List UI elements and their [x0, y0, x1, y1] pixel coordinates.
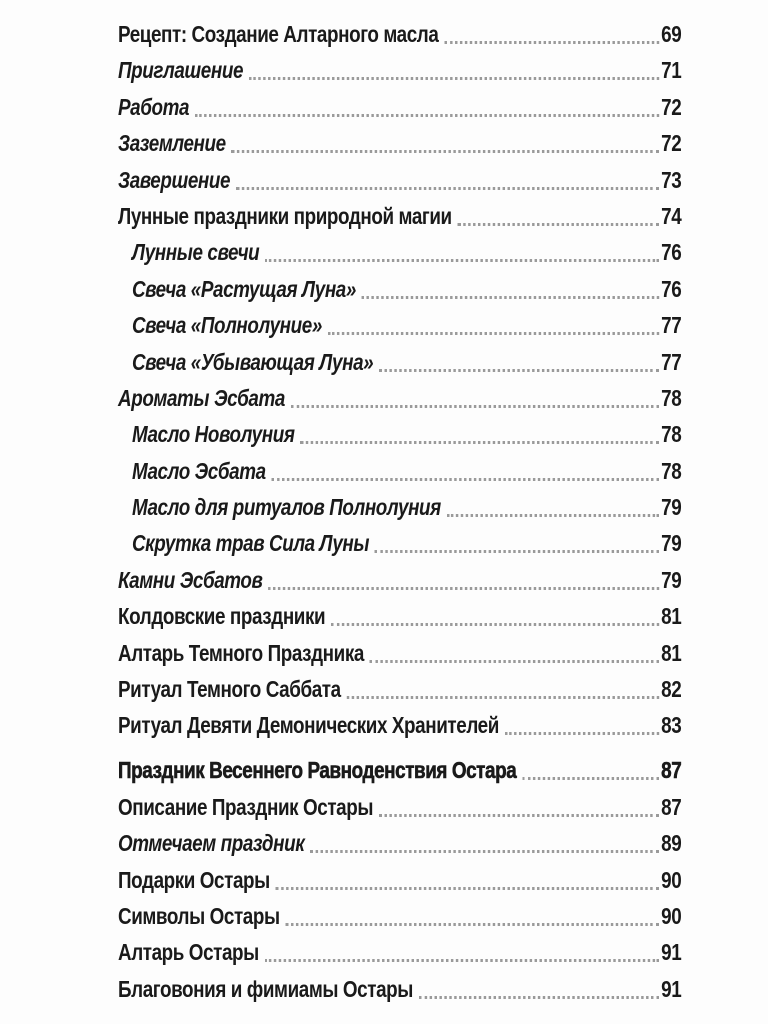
toc-entry — [118, 793, 681, 822]
toc-entry-title: Алтарь Темного Праздника — [118, 639, 364, 666]
toc-entry-page: 69 — [661, 21, 682, 47]
toc-entry-title: Скрутка трав Сила Луны — [131, 530, 370, 557]
toc-entry — [118, 129, 681, 158]
toc-entry-page: 72 — [661, 93, 682, 120]
toc-entry-title: Отмечаем праздник — [118, 830, 305, 857]
toc-entry — [118, 566, 681, 595]
toc-entry — [118, 93, 681, 122]
dot-leader — [379, 369, 660, 372]
toc-entry — [118, 311, 681, 340]
toc-entry — [118, 902, 681, 931]
dot-leader — [231, 150, 659, 153]
dot-leader — [265, 959, 660, 962]
toc-entry — [118, 166, 681, 195]
toc-entry — [118, 348, 681, 377]
toc-entry — [118, 756, 681, 785]
dot-leader — [362, 296, 660, 299]
toc-entry — [118, 420, 681, 449]
toc-entry-page: 79 — [661, 530, 682, 557]
dot-leader — [265, 259, 660, 262]
dot-leader — [310, 850, 659, 853]
toc-entry-page: 87 — [661, 793, 682, 820]
toc-entry-title: Описание Праздник Остары — [118, 793, 374, 820]
dot-leader — [379, 814, 660, 817]
toc-entry-page: 87 — [661, 757, 682, 784]
toc-entry — [118, 238, 681, 267]
dot-leader — [291, 405, 660, 408]
toc-entry — [118, 938, 681, 967]
toc-entry-page: 90 — [661, 902, 682, 929]
toc-entry-title: Масло Новолуния — [131, 421, 295, 448]
toc-entry-title: Приглашение — [118, 57, 244, 84]
toc-entry — [118, 975, 681, 1004]
dot-leader — [457, 223, 659, 226]
toc-entry-title: Масло Эсбата — [131, 457, 266, 484]
dot-leader — [346, 696, 659, 699]
toc-entry — [118, 529, 681, 558]
toc-entry-page: 82 — [661, 676, 682, 703]
toc-entry-page: 76 — [661, 275, 682, 302]
dot-leader — [447, 514, 660, 517]
toc-entry-title: Ритуал Девяти Демонических Хранителей — [118, 712, 499, 739]
toc-entry-title: Масло для ритуалов Полнолуния — [131, 494, 441, 521]
toc-entry-page: 72 — [661, 130, 682, 157]
toc-entry-title: Праздник Весеннего Равноденствия Остара — [118, 757, 517, 784]
toc-entry — [118, 275, 681, 304]
toc-list — [118, 20, 681, 1004]
toc-entry-page: 77 — [661, 348, 682, 375]
toc-entry-page: 73 — [661, 166, 682, 193]
dot-leader — [331, 623, 660, 626]
toc-entry-page: 89 — [661, 830, 682, 857]
dot-leader — [236, 187, 660, 190]
toc-entry-title: Свеча «Растущая Луна» — [131, 275, 356, 302]
toc-entry-title: Камни Эсбатов — [118, 566, 263, 593]
toc-entry — [118, 711, 681, 740]
toc-entry-page: 79 — [661, 566, 682, 593]
toc-entry — [118, 866, 681, 895]
toc-entry — [118, 602, 681, 631]
toc-entry — [118, 639, 681, 668]
toc-entry — [118, 675, 681, 704]
toc-entry-page: 71 — [661, 57, 682, 84]
toc-entry-title: Колдовские праздники — [118, 603, 326, 630]
dot-leader — [522, 777, 660, 780]
toc-entry-title: Символы Остары — [118, 902, 280, 929]
dot-leader — [444, 41, 659, 44]
toc-entry-title: Ароматы Эсбата — [118, 384, 285, 411]
toc-entry — [118, 829, 681, 858]
dot-leader — [285, 923, 659, 926]
toc-entry — [118, 384, 681, 413]
toc-entry-title: Лунные праздники природной магии — [118, 202, 452, 229]
dot-leader — [276, 887, 660, 890]
toc-entry-title: Благовония и фимиамы Остары — [118, 975, 413, 1002]
toc-entry-page: 74 — [661, 202, 682, 229]
dot-leader — [249, 77, 660, 80]
dot-leader — [195, 114, 660, 117]
toc-entry-title: Рецепт: Создание Алтарного масла — [118, 21, 439, 47]
dot-leader — [300, 441, 659, 444]
dot-leader — [419, 996, 660, 999]
toc-entry-page: 78 — [661, 384, 682, 411]
toc-entry-page: 83 — [661, 712, 682, 739]
dot-leader — [328, 332, 660, 335]
toc-entry — [118, 457, 681, 486]
toc-entry-page: 78 — [661, 421, 682, 448]
toc-entry-title: Лунные свечи — [131, 239, 260, 266]
toc-entry-page: 81 — [661, 603, 682, 630]
dot-leader — [370, 660, 660, 663]
toc-entry-title: Работа — [118, 93, 190, 120]
toc-entry — [118, 56, 681, 85]
toc-entry-title: Завершение — [118, 166, 231, 193]
toc-entry-title: Заземление — [118, 130, 226, 157]
dot-leader — [505, 732, 660, 735]
toc-entry-page: 81 — [661, 639, 682, 666]
toc-entry-title: Ритуал Темного Саббата — [118, 676, 341, 703]
dot-leader — [375, 550, 660, 553]
toc-entry — [118, 493, 681, 522]
toc-entry-page: 91 — [661, 975, 682, 1002]
toc-entry — [118, 202, 681, 231]
toc-entry-title: Подарки Остары — [118, 866, 270, 893]
dot-leader — [268, 587, 659, 590]
toc-entry — [118, 20, 681, 49]
toc-entry-page: 78 — [661, 457, 682, 484]
toc-entry-page: 79 — [661, 494, 682, 521]
toc-entry-title: Свеча «Убывающая Луна» — [131, 348, 374, 375]
toc-entry-title: Свеча «Полнолуние» — [131, 312, 322, 339]
dot-leader — [271, 478, 659, 481]
toc-entry-page: 91 — [661, 939, 682, 966]
toc-entry-page: 77 — [661, 312, 682, 339]
toc-entry-page: 90 — [661, 866, 682, 893]
toc-entry-page: 76 — [661, 239, 682, 266]
toc-entry-title: Алтарь Остары — [118, 939, 259, 966]
